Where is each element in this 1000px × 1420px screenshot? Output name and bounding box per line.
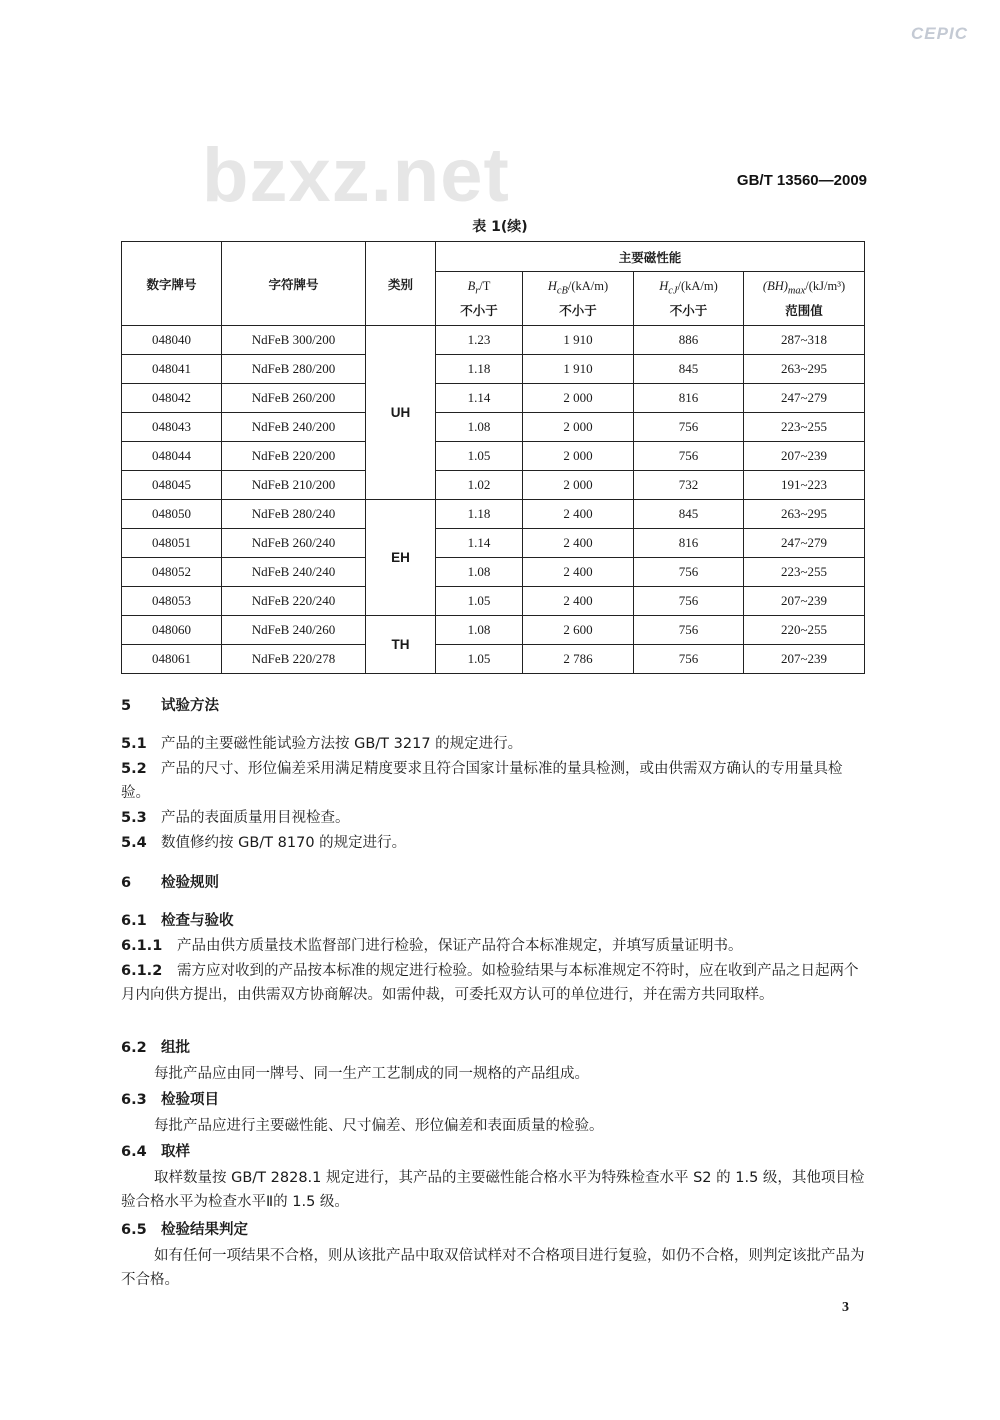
hcb-cell: 2 786 — [523, 645, 634, 674]
watermark: bzxz.net — [202, 133, 510, 218]
br-cell: 1.14 — [436, 529, 523, 558]
char-grade-cell: NdFeB 220/200 — [222, 442, 366, 471]
br-cell: 1.02 — [436, 471, 523, 500]
digit-grade-cell: 048040 — [122, 326, 222, 355]
digit-grade-cell: 048053 — [122, 587, 222, 616]
table-title: 表 1(续) — [472, 219, 528, 235]
br-cell: 1.05 — [436, 442, 523, 471]
clause-6-1-heading: 6.1 检查与验收 — [121, 913, 234, 929]
publisher-logo: CEPIC — [911, 24, 968, 43]
hcj-cell: 756 — [634, 413, 744, 442]
table-row — [122, 413, 865, 442]
clause-6-3-heading: 6.3 检验项目 — [121, 1092, 219, 1108]
digit-grade-cell: 048044 — [122, 442, 222, 471]
page-number: 3 — [842, 1300, 849, 1315]
br-cell: 1.23 — [436, 326, 523, 355]
bhmax-cell: 220~255 — [744, 616, 865, 645]
header-char-grade: 字符牌号 — [222, 242, 366, 326]
bhmax-cell: 247~279 — [744, 384, 865, 413]
hcj-cell: 816 — [634, 529, 744, 558]
hcb-cell: 2 400 — [523, 587, 634, 616]
bhmax-cell: 207~239 — [744, 645, 865, 674]
clause-5-1: 5.1 产品的主要磁性能试验方法按 GB/T 3217 的规定进行。 — [121, 736, 523, 752]
char-grade-cell: NdFeB 240/260 — [222, 616, 366, 645]
bhmax-cell: 207~239 — [744, 442, 865, 471]
hcb-cell: 2 000 — [523, 413, 634, 442]
table-row — [122, 442, 865, 471]
br-cell: 1.08 — [436, 558, 523, 587]
br-cell: 1.05 — [436, 587, 523, 616]
digit-grade-cell: 048041 — [122, 355, 222, 384]
hcb-cell: 1 910 — [523, 355, 634, 384]
hcj-cell: 816 — [634, 384, 744, 413]
header-br: $B_r/T$ 不小于 — [436, 272, 523, 326]
hcj-cell: 756 — [634, 645, 744, 674]
clause-5-4: 5.4 数值修约按 GB/T 8170 的规定进行。 — [121, 835, 407, 851]
clause-6-4-heading: 6.4 取样 — [121, 1144, 190, 1160]
hcb-cell: 2 000 — [523, 384, 634, 413]
table-row — [122, 355, 865, 384]
header-hcb: $H_{cB}/(kA/m)$ 不小于 — [523, 272, 634, 326]
clause-6-2-text: 每批产品应由同一牌号、同一生产工艺制成的同一规格的产品组成。 — [154, 1066, 589, 1082]
table-row — [122, 500, 865, 529]
digit-grade-cell: 048051 — [122, 529, 222, 558]
hcj-cell: 756 — [634, 587, 744, 616]
table-row — [122, 326, 865, 355]
table-row — [122, 384, 865, 413]
category-cell: UH — [366, 326, 436, 500]
bhmax-cell: 207~239 — [744, 587, 865, 616]
digit-grade-cell: 048045 — [122, 471, 222, 500]
document-number: GB/T 13560—2009 — [736, 172, 867, 189]
header-category: 类别 — [366, 242, 436, 326]
digit-grade-cell: 048060 — [122, 616, 222, 645]
table-row — [122, 616, 865, 645]
bhmax-cell: 223~255 — [744, 413, 865, 442]
digit-grade-cell: 048052 — [122, 558, 222, 587]
clause-6-1-1: 6.1.1 产品由供方质量技术监督部门进行检验，保证产品符合本标准规定，并填写质量证明书。 — [121, 938, 743, 954]
hcb-cell: 2 600 — [523, 616, 634, 645]
bhmax-cell: 191~223 — [744, 471, 865, 500]
clause-6-4-text: 取样数量按 GB/T 2828.1 规定进行，其产品的主要磁性能合格水平为特殊检查水平 S2 的 1.5 级，其他项目检验合格水平为检查水平Ⅱ的 1.5 级。 — [121, 1170, 865, 1210]
digit-grade-cell: 048050 — [122, 500, 222, 529]
char-grade-cell: NdFeB 260/240 — [222, 529, 366, 558]
hcj-cell: 845 — [634, 355, 744, 384]
bhmax-cell: 247~279 — [744, 529, 865, 558]
clause-6-5-text: 如有任何一项结果不合格，则从该批产品中取双倍试样对不合格项目进行复验，如仍不合格，则判定该批产品为不合格。 — [121, 1248, 865, 1288]
clause-6-2-heading: 6.2 组批 — [121, 1040, 190, 1056]
hcb-cell: 2 400 — [523, 558, 634, 587]
clause-6-3-text: 每批产品应进行主要磁性能、尺寸偏差、形位偏差和表面质量的检验。 — [154, 1118, 604, 1134]
table-row — [122, 471, 865, 500]
header-bhmax: $(BH)_{max}/(kJ/m^3)$ 范围值 — [744, 272, 865, 326]
clause-6-5-heading: 6.5 检验结果判定 — [121, 1222, 248, 1238]
table-row — [122, 645, 865, 674]
char-grade-cell: NdFeB 240/240 — [222, 558, 366, 587]
bhmax-cell: 263~295 — [744, 500, 865, 529]
br-cell: 1.05 — [436, 645, 523, 674]
digit-grade-cell: 048061 — [122, 645, 222, 674]
hcj-cell: 756 — [634, 616, 744, 645]
char-grade-cell: NdFeB 260/200 — [222, 384, 366, 413]
char-grade-cell: NdFeB 300/200 — [222, 326, 366, 355]
section-5-heading: 5 试验方法 — [121, 698, 219, 714]
br-cell: 1.08 — [436, 413, 523, 442]
magnetic-properties-table — [121, 241, 865, 674]
category-cell: TH — [366, 616, 436, 674]
category-cell: EH — [366, 500, 436, 616]
char-grade-cell: NdFeB 240/200 — [222, 413, 366, 442]
hcj-cell: 732 — [634, 471, 744, 500]
hcb-cell: 1 910 — [523, 326, 634, 355]
clause-6-1-2: 6.1.2 需方应对收到的产品按本标准的规定进行检验。如检验结果与本标准规定不符时，应在收到产品之日起两个月内向供方提出，由供需双方协商解决。如需仲裁，可委托双方认可的单位进行，并在需方共同取样。 — [121, 963, 859, 1003]
table-row — [122, 587, 865, 616]
br-cell: 1.18 — [436, 355, 523, 384]
char-grade-cell: NdFeB 210/200 — [222, 471, 366, 500]
bhmax-cell: 287~318 — [744, 326, 865, 355]
br-cell: 1.14 — [436, 384, 523, 413]
hcj-cell: 886 — [634, 326, 744, 355]
br-cell: 1.08 — [436, 616, 523, 645]
table-row — [122, 529, 865, 558]
bhmax-cell: 263~295 — [744, 355, 865, 384]
char-grade-cell: NdFeB 280/200 — [222, 355, 366, 384]
hcj-cell: 756 — [634, 442, 744, 471]
hcj-cell: 756 — [634, 558, 744, 587]
digit-grade-cell: 048043 — [122, 413, 222, 442]
char-grade-cell: NdFeB 280/240 — [222, 500, 366, 529]
hcb-cell: 2 000 — [523, 442, 634, 471]
char-grade-cell: NdFeB 220/240 — [222, 587, 366, 616]
clause-5-2: 5.2 产品的尺寸、形位偏差采用满足精度要求且符合国家计量标准的量具检测，或由供需双方确认的专用量具检验。 — [121, 761, 843, 801]
char-grade-cell: NdFeB 220/278 — [222, 645, 366, 674]
table-row — [122, 558, 865, 587]
clause-5-3: 5.3 产品的表面质量用目视检查。 — [121, 810, 350, 826]
br-cell: 1.18 — [436, 500, 523, 529]
header-digit-grade: 数字牌号 — [122, 242, 222, 326]
digit-grade-cell: 048042 — [122, 384, 222, 413]
header-hcj: $H_{cJ}/(kA/m)$ 不小于 — [634, 272, 744, 326]
hcj-cell: 845 — [634, 500, 744, 529]
hcb-cell: 2 400 — [523, 529, 634, 558]
bhmax-cell: 223~255 — [744, 558, 865, 587]
hcb-cell: 2 400 — [523, 500, 634, 529]
hcb-cell: 2 000 — [523, 471, 634, 500]
header-main-properties: 主要磁性能 — [436, 242, 865, 272]
section-6-heading: 6 检验规则 — [121, 875, 219, 891]
